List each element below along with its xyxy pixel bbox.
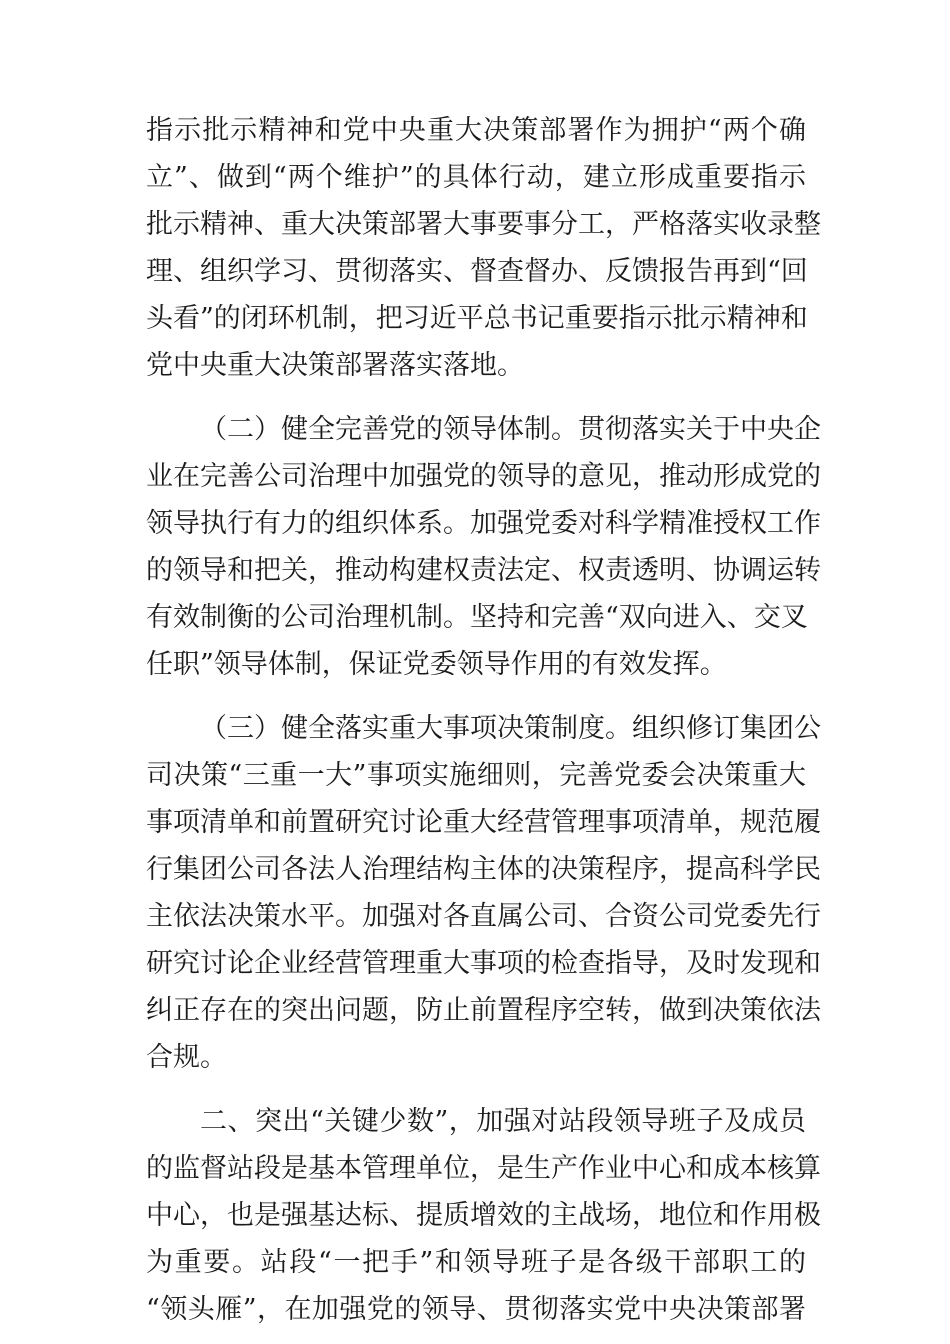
paragraph-p4-key-minority [146, 1098, 821, 1333]
text-line: 头看”的闭环机制，把习近平总书记重要指示批示精神和 [146, 303, 808, 334]
text-line: 的监督站段是基本管理单位，是生产作业中心和成本核算 [146, 1153, 821, 1184]
paragraph-gap [146, 688, 806, 705]
text-line: 合规。 [146, 1042, 227, 1073]
text-line: 为重要。站段“一把手”和领导班子是各级干部职工的 [146, 1247, 806, 1278]
text-line: 理、组织学习、贯彻落实、督查督办、反馈报告再到“回 [146, 256, 808, 287]
text-line: 中心，也是强基达标、提质增效的主战场，地位和作用极 [146, 1200, 821, 1231]
text-line: 二、突出“关键少数”，加强对站段领导班子及成员 [200, 1106, 806, 1137]
paragraph-p2-leadership-system [146, 406, 821, 688]
text-line: 立”、做到“两个维护”的具体行动，建立形成重要指示 [146, 162, 806, 193]
text-line: 指示批示精神和党中央重大决策部署作为拥护“两个确 [146, 115, 806, 146]
text-line: 领导执行有力的组织体系。加强党委对科学精准授权工作 [146, 508, 821, 539]
text-line: “领头雁”，在加强党的领导、贯彻落实党中央决策部署 [146, 1294, 806, 1325]
text-line: 纠正存在的突出问题，防止前置程序空转，做到决策依法 [146, 995, 821, 1026]
text-line: （三）健全落实重大事项决策制度。组织修订集团公 [200, 713, 821, 744]
text-line: 主依法决策水平。加强对各直属公司、合资公司党委先行 [146, 901, 821, 932]
text-line: 任职”领导体制，保证党委领导作用的有效发挥。 [146, 649, 727, 680]
text-line: 党中央重大决策部署落实落地。 [146, 350, 524, 381]
text-line: 司决策“三重一大”事项实施细则，完善党委会决策重大 [146, 760, 806, 791]
document-body [146, 107, 821, 1333]
text-line: 有效制衡的公司治理机制。坚持和完善“双向进入、交叉 [146, 602, 808, 633]
text-line: 的领导和把关，推动构建权责法定、权责透明、协调运转 [146, 555, 821, 586]
text-line: 业在完善公司治理中加强党的领导的意见，推动形成党的 [146, 461, 821, 492]
paragraph-p3-decision-system [146, 705, 821, 1081]
text-line: 批示精神、重大决策部署大事要事分工，严格落实收录整 [146, 209, 821, 240]
text-line: （二）健全完善党的领导体制。贯彻落实关于中央企 [200, 414, 821, 445]
paragraph-p1-continued [146, 107, 821, 389]
paragraph-gap [146, 389, 806, 406]
paragraph-gap [146, 1081, 806, 1098]
text-line: 研究讨论企业经营管理重大事项的检查指导，及时发现和 [146, 948, 821, 979]
text-line: 行集团公司各法人治理结构主体的决策程序，提高科学民 [146, 854, 821, 885]
text-line: 事项清单和前置研究讨论重大经营管理事项清单，规范履 [146, 807, 821, 838]
